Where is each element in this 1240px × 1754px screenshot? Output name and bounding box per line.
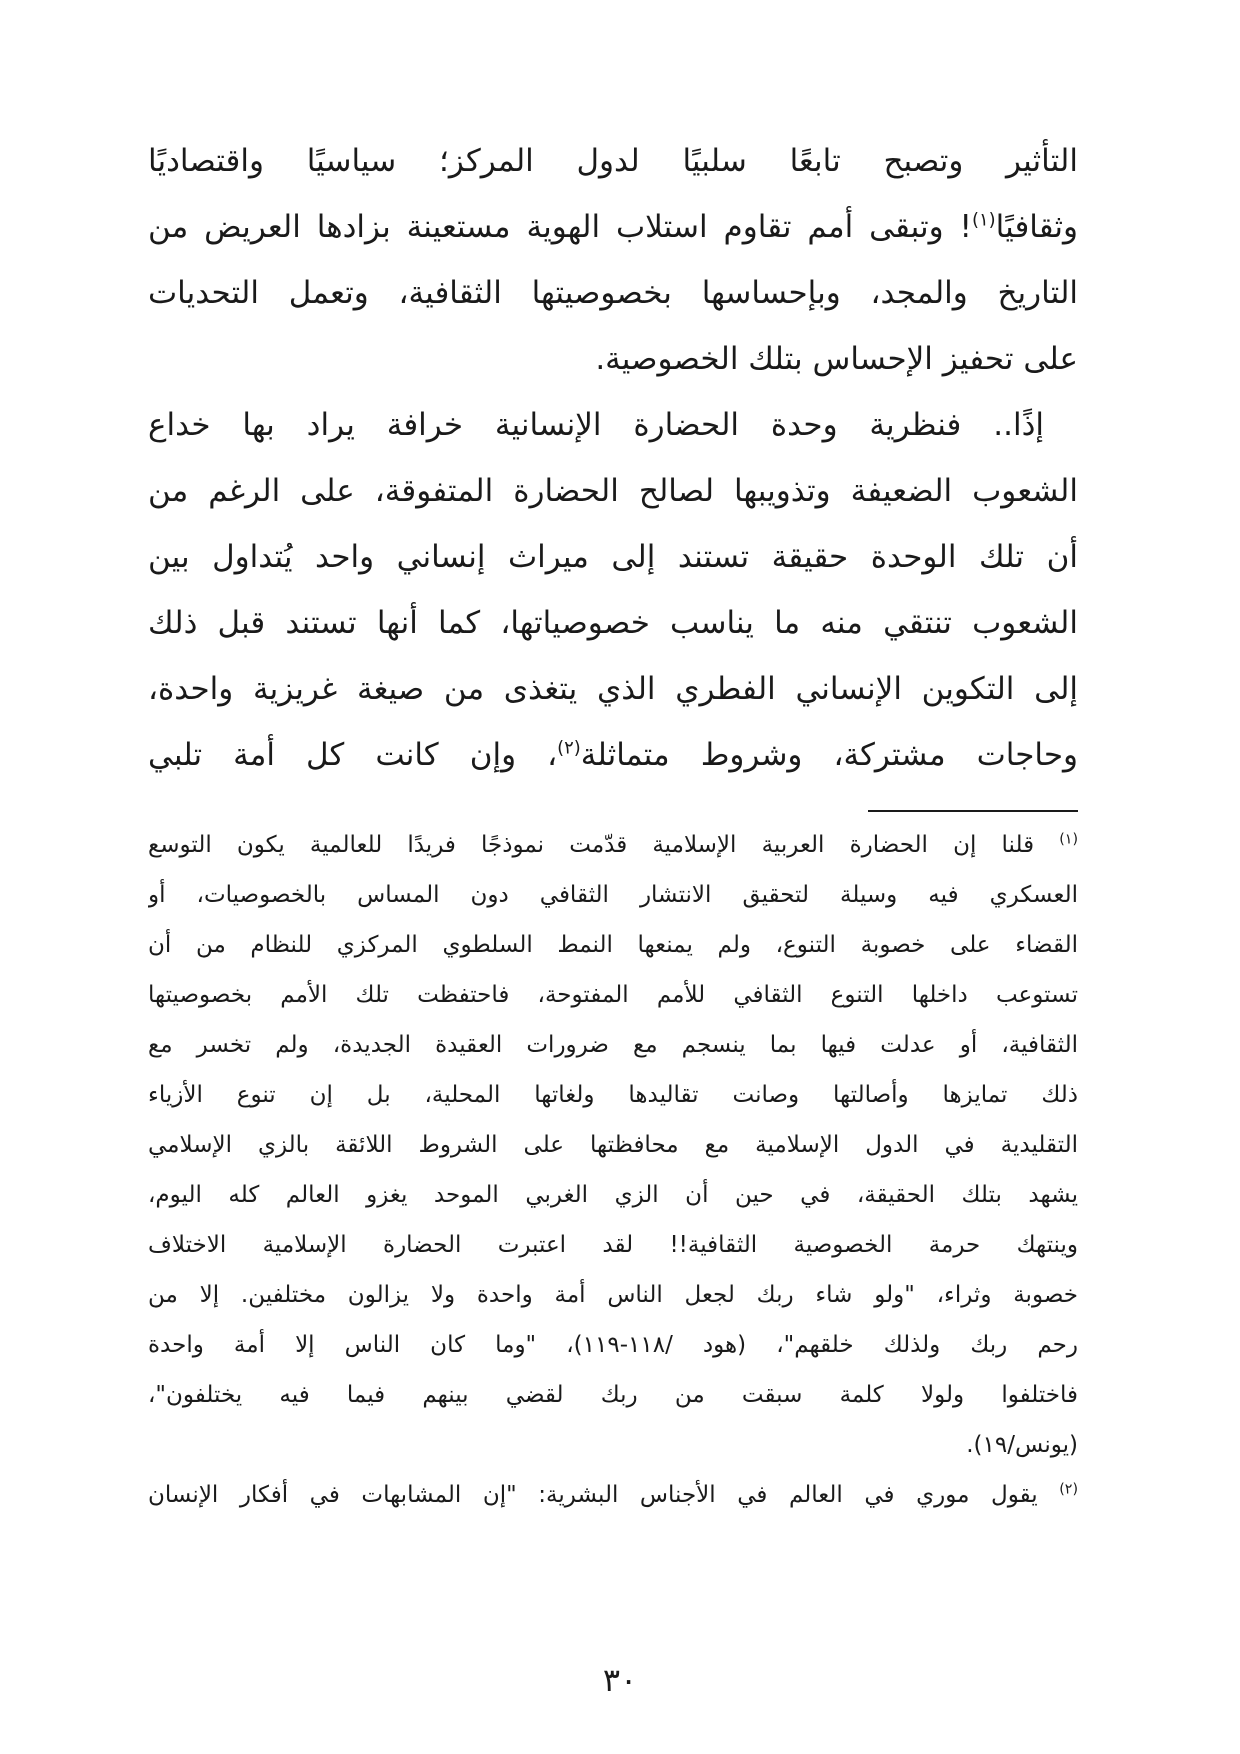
footnote-line: ذلك تمايزها وأصالتها وصانت تقاليدها ولغاتها المحلية، بل إن تنوع الأزياء	[148, 1082, 1078, 1108]
body-text-segment: ! وتبقى أمم تقاوم استلاب الهوية مستعينة بزادها العريض من	[148, 209, 972, 245]
footnote-line: فاختلفوا ولولا كلمة سبقت من ربك لقضي بينهم فيما فيه يختلفون"،	[148, 1382, 1078, 1408]
footnote-line: العسكري فيه وسيلة لتحقيق الانتشار الثقافي دون المساس بالخصوصيات، أو	[148, 882, 1078, 908]
body-text-segment: وحاجات مشتركة، وشروط متماثلة	[580, 737, 1078, 773]
footnote-line: القضاء على خصوبة التنوع، ولم يمنعها النمط السلطوي المركزي للنظام من أن	[148, 932, 1078, 958]
footnote-line	[148, 820, 1078, 870]
footnote-line: يشهد بتلك الحقيقة، في حين أن الزي الغربي الموحد يغزو العالم كله اليوم،	[148, 1182, 1078, 1208]
body-line: إلى التكوين الإنساني الفطري الذي يتغذى من صيغة غريزية واحدة،	[148, 671, 1078, 707]
page-number: ٣٠	[602, 1661, 638, 1699]
footnote-line: رحم ربك ولذلك خلقهم"، (هود /١١٨-١١٩)، "وما كان الناس إلا أمة واحدة	[148, 1332, 1078, 1358]
footnotes	[148, 820, 1078, 1520]
footnote-marker: (١)	[1059, 831, 1078, 848]
footnote-line: تستوعب داخلها التنوع الثقافي للأمم المفتوحة، فاحتفظت تلك الأمم بخصوصيتها	[148, 982, 1078, 1008]
footnote-line: (يونس/١٩).	[966, 1432, 1078, 1458]
footnote-line: الثقافية، أو عدلت فيها بما ينسجم مع ضرورات العقيدة الجديدة، ولم تخسر مع	[148, 1032, 1078, 1058]
footnote-line: خصوبة وثراء، "ولو شاء ربك لجعل الناس أمة واحدة ولا يزالون مختلفين. إلا من	[148, 1282, 1078, 1308]
footnote-reference: (٢)	[557, 737, 581, 759]
body-line: التاريخ والمجد، وبإحساسها بخصوصيتها الثقافية، وتعمل التحديات	[148, 275, 1078, 311]
footnote-marker: (٢)	[1059, 1481, 1078, 1498]
footnote-text: يقول موري في العالم في الأجناس البشرية: "إن المشابهات في أفكار الإنسان	[148, 1482, 1038, 1508]
body-line: على تحفيز الإحساس بتلك الخصوصية.	[595, 341, 1078, 377]
footnote-separator	[868, 810, 1078, 812]
footnote-line: وينتهك حرمة الخصوصية الثقافية!! لقد اعتبرت الحضارة الإسلامية الاختلاف	[148, 1232, 1078, 1258]
body-line	[148, 194, 1078, 260]
body-text-segment: وثقافيًا	[995, 209, 1078, 245]
body-line: أن تلك الوحدة حقيقة تستند إلى ميراث إنساني واحد يُتداول بين	[148, 539, 1078, 575]
body-line	[148, 722, 1078, 788]
main-text	[148, 128, 1078, 788]
body-line: الشعوب تنتقي منه ما يناسب خصوصياتها، كما أنها تستند قبل ذلك	[148, 605, 1078, 641]
body-text-segment: ، وإن كانت كل أمة تلبي	[148, 737, 558, 773]
footnote-line: التقليدية في الدول الإسلامية مع محافظتها على الشروط اللائقة بالزي الإسلامي	[148, 1132, 1078, 1158]
body-line: الشعوب الضعيفة وتذويبها لصالح الحضارة المتفوقة، على الرغم من	[148, 473, 1078, 509]
body-line: إذًا.. فنظرية وحدة الحضارة الإنسانية خرافة يراد بها خداع	[148, 407, 1044, 443]
footnote-reference: (١)	[971, 209, 996, 231]
body-line: التأثير وتصبح تابعًا سلبيًا لدول المركز؛ سياسيًا واقتصاديًا	[148, 143, 1078, 179]
footnote-line	[148, 1470, 1078, 1520]
footnote-text: قلنا إن الحضارة العربية الإسلامية قدّمت نموذجًا فريدًا للعالمية يكون التوسع	[148, 832, 1035, 858]
